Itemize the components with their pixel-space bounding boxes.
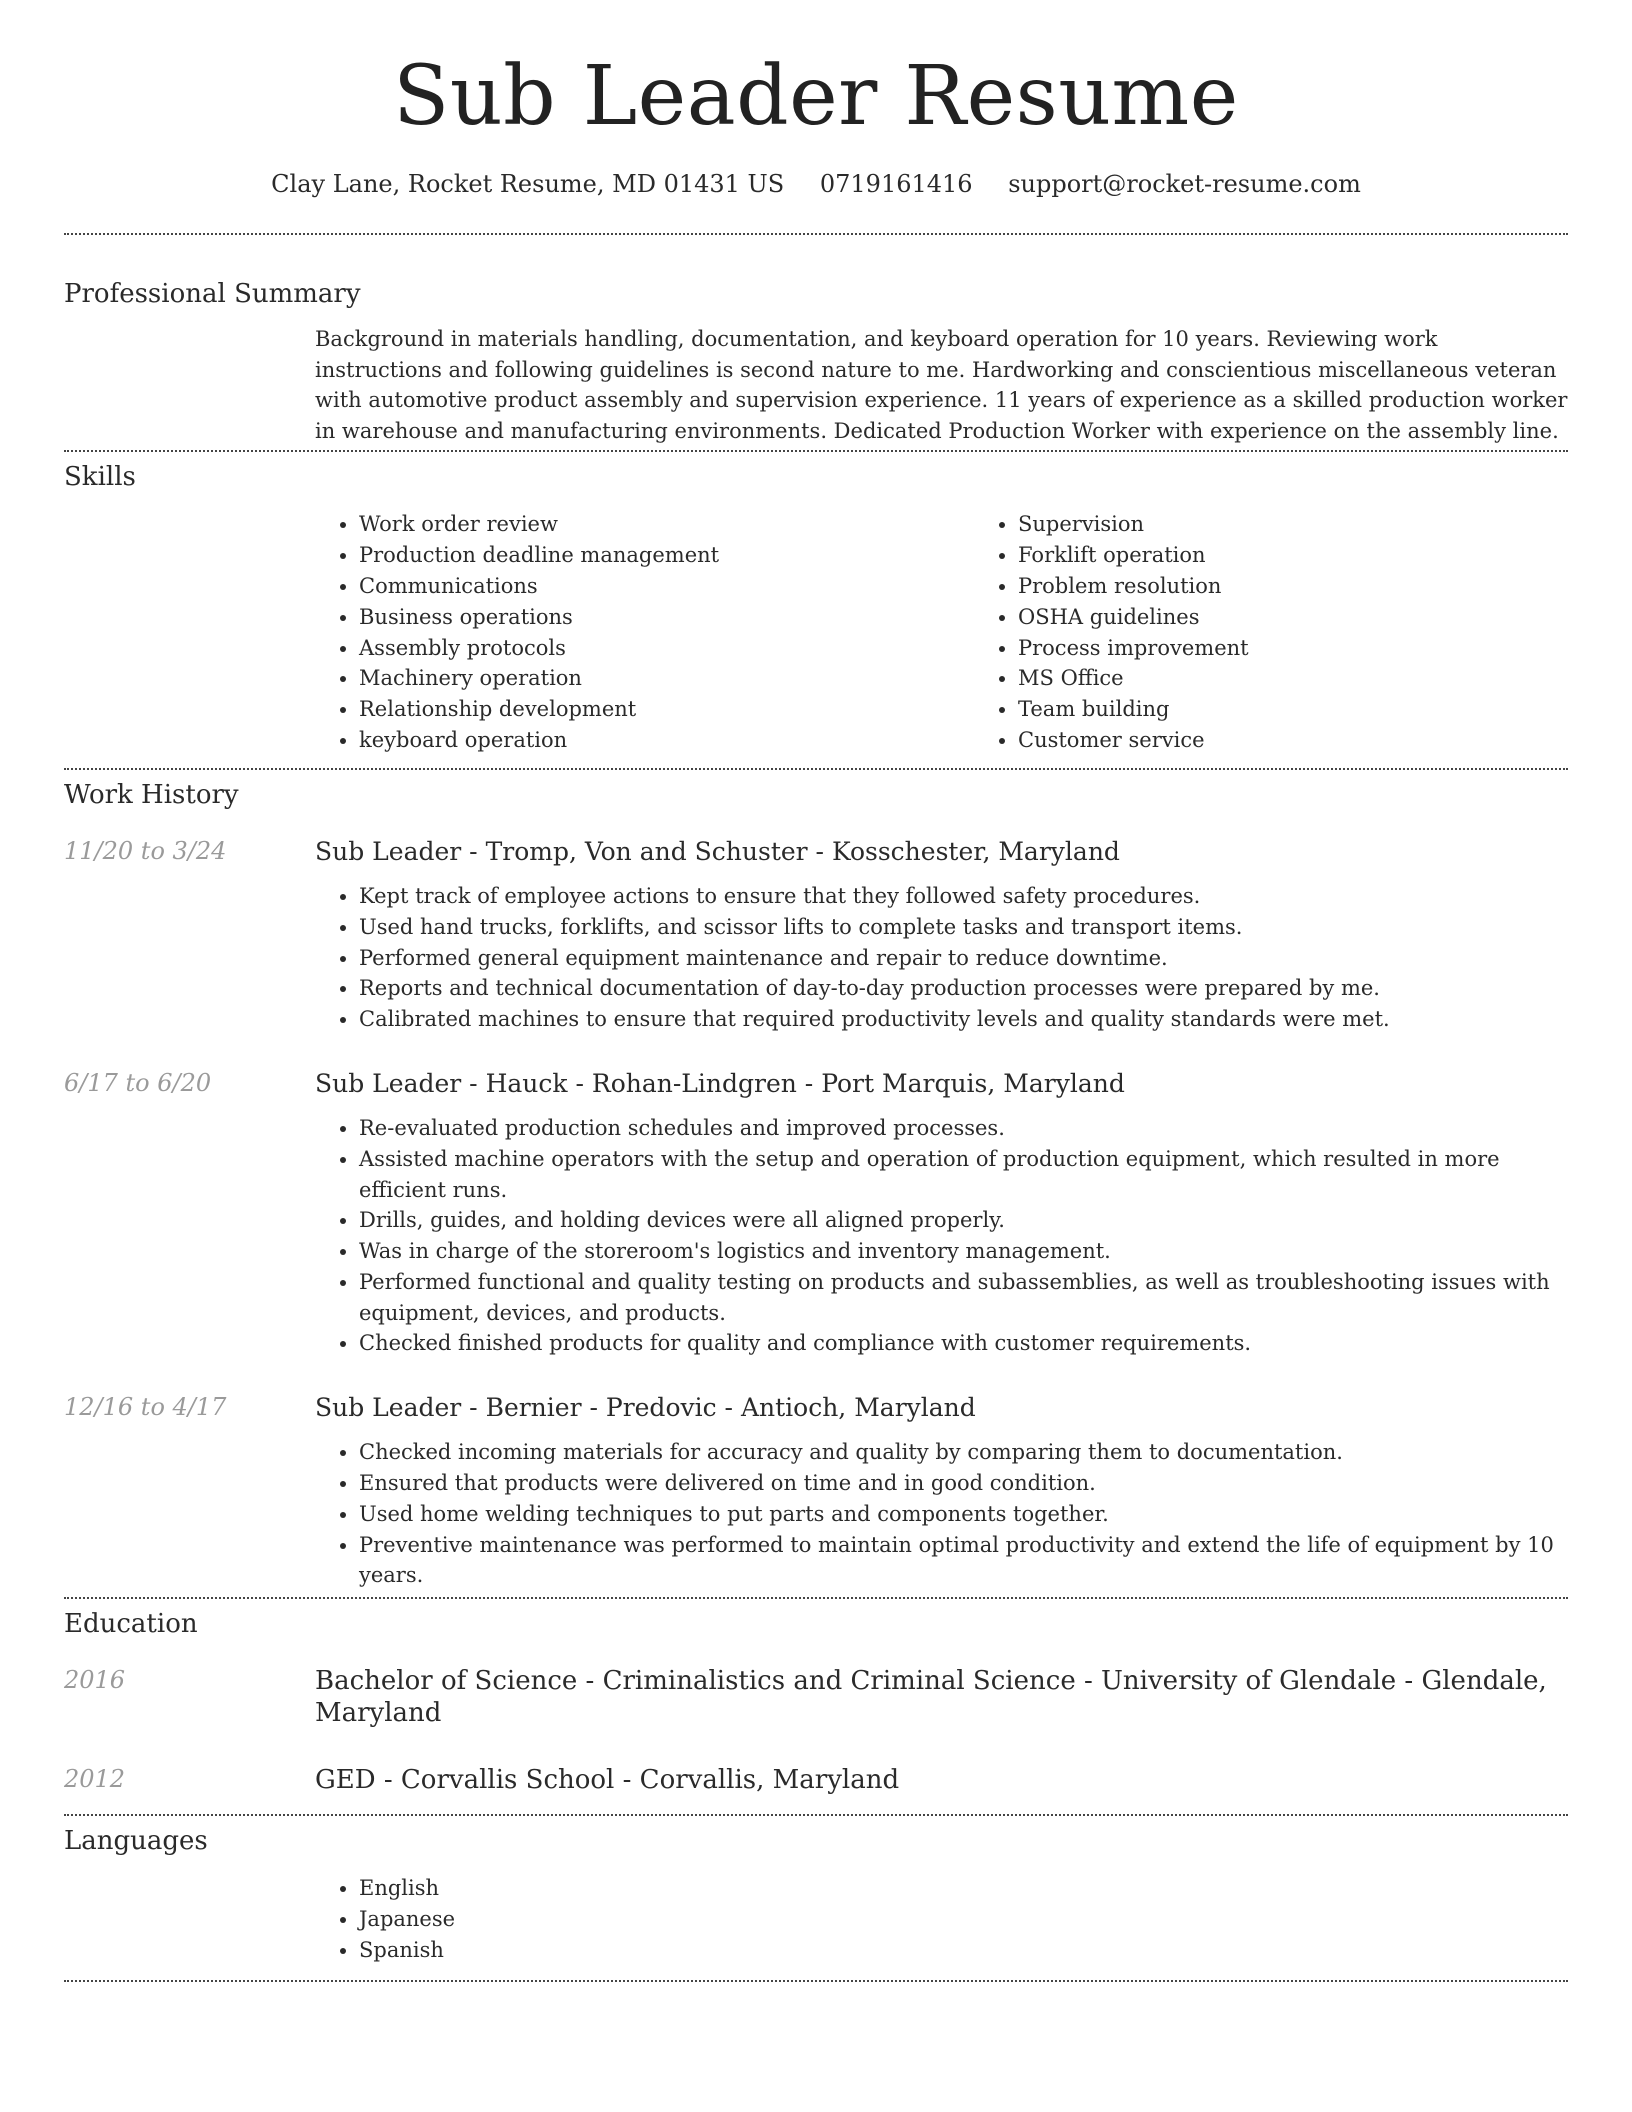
skill-item: • Communications [359, 571, 974, 602]
summary-text: Background in materials handling, documentation, and keyboard operation for 10 years. Reviewing work instructions and following guidelines is second nature to me. Hardworking and conscientious miscellaneous veteran with automotive product assembly and supervision experience. 11 years of experience as a skilled production worker in warehouse and manufacturing environments. Dedicated Production Worker with experience on the assembly line. [315, 327, 1568, 443]
skill-item: • Assembly protocols [359, 633, 974, 664]
skill-item: • Work order review [359, 509, 974, 540]
job-bullet: • Calibrated machines to ensure that required productivity levels and quality standards were met. [359, 1004, 1568, 1035]
skill-item: • Process improvement [1018, 633, 1632, 664]
skills-title: Skills [64, 462, 136, 493]
job-bullet: • Preventive maintenance was performed to maintain optimal productivity and extend the life of equipment by 10 years. [359, 1530, 1568, 1592]
job-date: 12/16 to 4/17 [64, 1393, 227, 1422]
job-entry [64, 1393, 1568, 1591]
language-item: • Japanese [359, 1904, 1568, 1935]
skill-item: • Forklift operation [1018, 540, 1632, 571]
job-bullet: • Performed functional and quality testing on products and subassemblies, as well as troubleshooting issues with equipment, devices, and products. [359, 1267, 1568, 1329]
skills-list-col1 [315, 509, 974, 755]
education-entry [64, 1765, 1568, 1796]
job-bullet: • Checked incoming materials for accuracy and quality by comparing them to documentation. [359, 1437, 1568, 1468]
summary-section [64, 235, 1568, 446]
job-bullet: • Was in charge of the storeroom's logistics and inventory management. [359, 1236, 1568, 1267]
job-bullet: • Used hand trucks, forklifts, and scissor lifts to complete tasks and transport items. [359, 912, 1568, 943]
education-title-line: GED - Corvallis School - Corvallis, Maryland [315, 1764, 900, 1795]
language-item: • Spanish [359, 1935, 1568, 1966]
job-bullet: • Reports and technical documentation of day-to-day production processes were prepared by me. [359, 973, 1568, 1004]
language-item: • English [359, 1873, 1568, 1904]
work-title: Work History [64, 779, 239, 810]
job-date: 11/20 to 3/24 [64, 836, 227, 865]
skill-item: • Business operations [359, 602, 974, 633]
contact-email: support@rocket-resume.com [1008, 170, 1361, 199]
languages-title: Languages [64, 1826, 208, 1857]
work-section [64, 770, 1568, 1592]
skill-item: • Machinery operation [359, 663, 974, 694]
skills-section [64, 452, 1568, 756]
divider-languages [64, 1980, 1568, 1982]
education-section [64, 1599, 1568, 1796]
education-title: Education [64, 1609, 198, 1640]
job-bullet: • Drills, guides, and holding devices were all aligned properly. [359, 1205, 1568, 1236]
job-bullets [315, 1113, 1568, 1359]
contact-phone: 0719161416 [819, 170, 973, 199]
job-entry [64, 837, 1568, 1035]
skill-item: • Customer service [1018, 725, 1632, 756]
job-bullet: • Performed general equipment maintenance and repair to reduce downtime. [359, 943, 1568, 974]
job-title: Sub Leader - Bernier - Predovic - Antioch, Maryland [315, 1393, 976, 1423]
skill-item: • MS Office [1018, 663, 1632, 694]
education-entry [64, 1666, 1568, 1728]
languages-list [315, 1873, 1568, 1965]
job-bullets [315, 881, 1568, 1035]
job-bullet: • Used home welding techniques to put parts and components together. [359, 1499, 1568, 1530]
contact-address: Clay Lane, Rocket Resume, MD 01431 US [271, 170, 785, 199]
education-date: 2012 [64, 1764, 126, 1793]
job-entry [64, 1069, 1568, 1359]
contact-line [64, 170, 1568, 199]
summary-title: Professional Summary [64, 278, 361, 309]
job-bullets [315, 1437, 1568, 1591]
skill-item: • OSHA guidelines [1018, 602, 1632, 633]
skills-list-col2 [974, 509, 1632, 755]
job-bullet: • Assisted machine operators with the setup and operation of production equipment, which resulted in more efficient runs. [359, 1144, 1568, 1206]
skill-item: • keyboard operation [359, 725, 974, 756]
job-bullet: • Ensured that products were delivered on time and in good condition. [359, 1468, 1568, 1499]
job-date: 6/17 to 6/20 [64, 1068, 212, 1097]
job-bullet: • Checked finished products for quality and compliance with customer requirements. [359, 1328, 1568, 1359]
skill-item: • Relationship development [359, 694, 974, 725]
resume-name: Sub Leader Resume [393, 49, 1239, 144]
skill-item: • Team building [1018, 694, 1632, 725]
job-bullet: • Kept track of employee actions to ensure that they followed safety procedures. [359, 881, 1568, 912]
job-title: Sub Leader - Hauck - Rohan-Lindgren - Port Marquis, Maryland [315, 1068, 1125, 1098]
job-title: Sub Leader - Tromp, Von and Schuster - Kosschester, Maryland [315, 836, 1120, 866]
skill-item: • Problem resolution [1018, 571, 1632, 602]
skill-item: • Supervision [1018, 509, 1632, 540]
education-date: 2016 [64, 1666, 126, 1695]
job-bullet: • Re-evaluated production schedules and improved processes. [359, 1113, 1568, 1144]
education-title-line: Bachelor of Science - Criminalistics and Criminal Science - University of Glendale - Glendale, Maryland [315, 1666, 1547, 1728]
skill-item: • Production deadline management [359, 540, 974, 571]
languages-section [64, 1816, 1568, 1966]
